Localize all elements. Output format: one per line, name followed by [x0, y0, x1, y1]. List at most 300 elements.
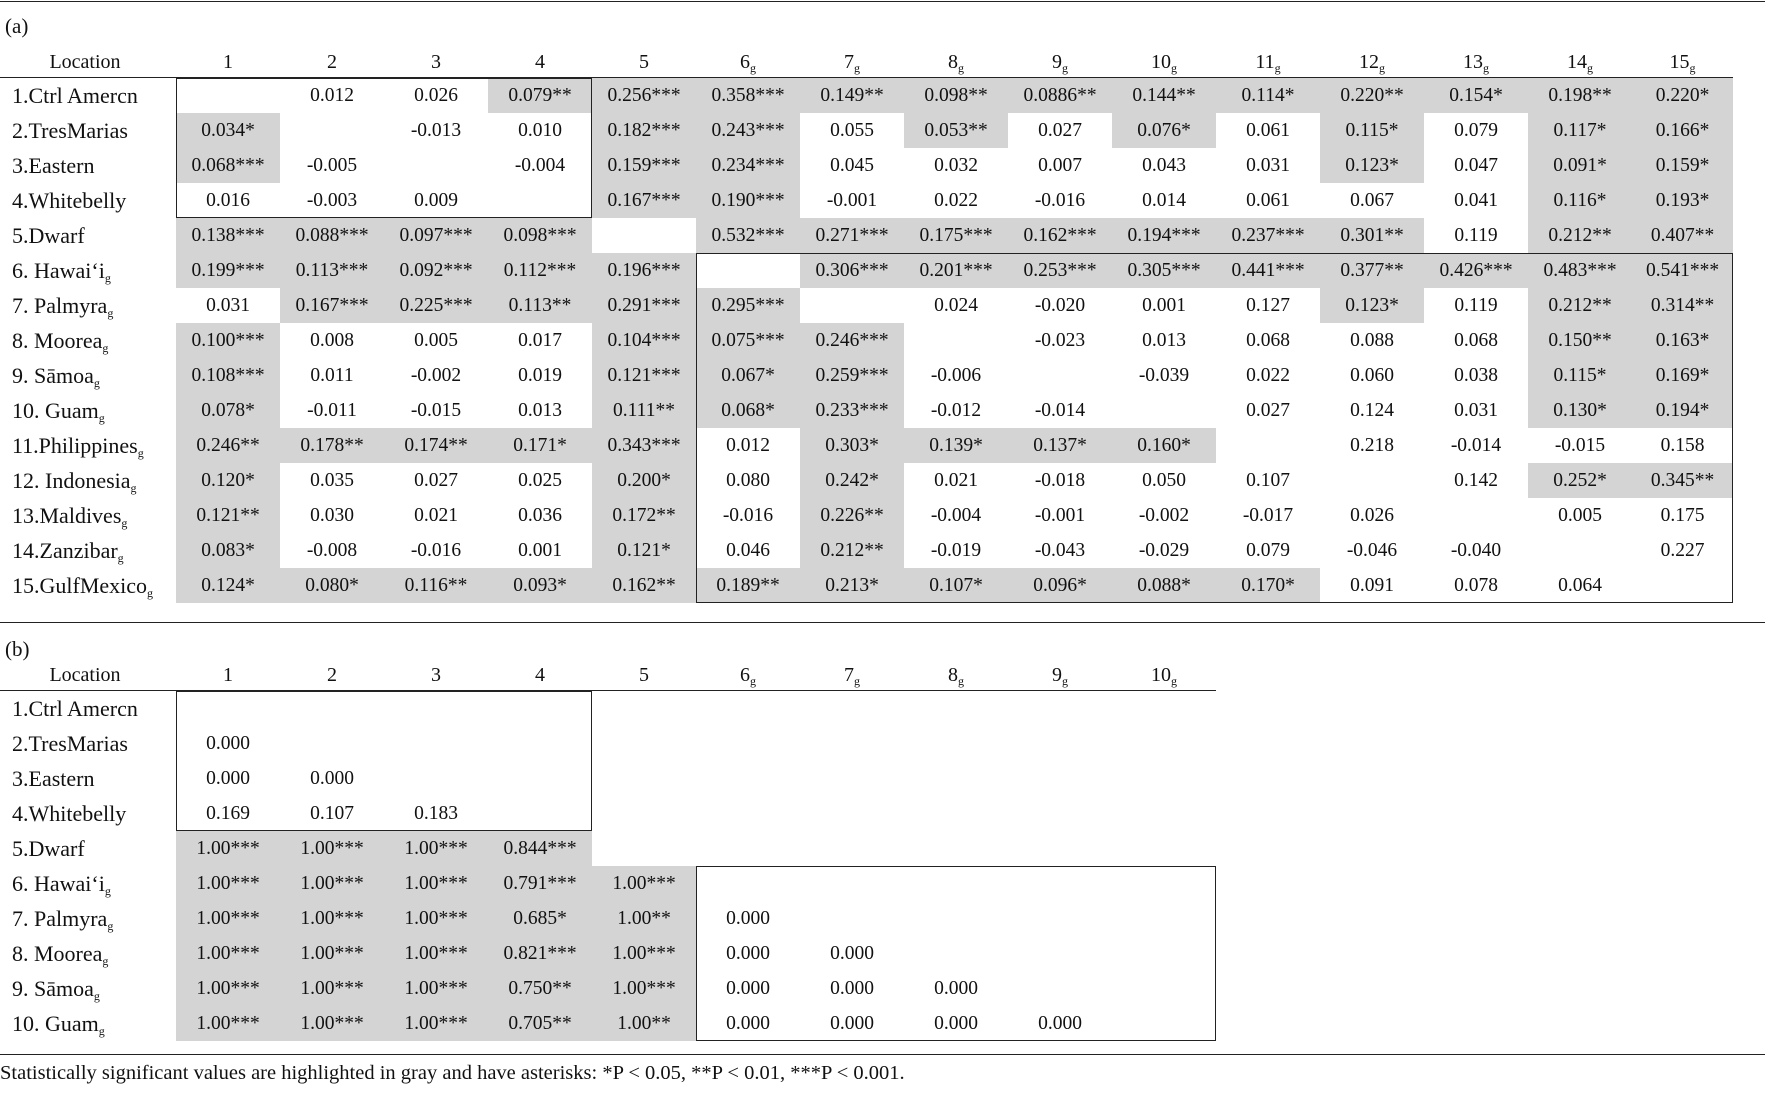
table-cell: 1.00*** [592, 971, 696, 1006]
table-row [0, 533, 1765, 568]
table-cell: 0.091* [1528, 148, 1632, 183]
table-cell [384, 148, 488, 183]
table-row [0, 288, 1765, 323]
table-cell: 0.218 [1350, 435, 1394, 456]
table-cell: 1.00*** [384, 901, 488, 936]
table-row [0, 463, 1765, 498]
subscript-g: g [854, 674, 860, 688]
table-cell: 0.021 [414, 505, 458, 526]
table-cell: 0.291*** [592, 288, 696, 323]
table-cell: 1.00*** [384, 831, 488, 866]
table-cell: 0.169* [1632, 358, 1733, 393]
table-cell: 0.016 [206, 190, 250, 211]
table-cell: 1.00*** [280, 901, 384, 936]
table-cell: 0.227 [1660, 540, 1705, 561]
table-cell: 0.174** [384, 428, 488, 463]
table-cell: 0.088 [1350, 330, 1394, 351]
table-cell: -0.006 [930, 365, 982, 386]
table-cell [1008, 358, 1112, 393]
row-label: 10. Guam$_g$ [12, 398, 105, 425]
table-cell: 0.171* [488, 428, 592, 463]
table-cell: 1.00*** [384, 936, 488, 971]
table-cell: 0.024 [934, 295, 978, 316]
table-cell: 0.119 [1454, 295, 1498, 316]
table-cell: 0.242* [800, 463, 904, 498]
table-cell: 0.080* [280, 568, 384, 603]
table-cell: -0.014 [1450, 435, 1502, 456]
table-cell: 0.083* [176, 533, 280, 568]
subscript-g: g [958, 674, 964, 688]
table-row [0, 726, 1222, 761]
panel-b-label: (b) [5, 637, 30, 661]
table-cell: 0.162** [592, 568, 696, 603]
panel-b-table [0, 662, 1222, 1054]
table-cell: 0.000 [206, 733, 250, 754]
table-cell: -0.004 [514, 155, 566, 176]
column-header: 1 [223, 51, 233, 73]
table-cell: 0.750** [488, 971, 592, 1006]
subscript-g: g [1379, 61, 1385, 75]
column-header: 3 [431, 51, 441, 73]
table-cell: 0.791*** [488, 866, 592, 901]
table-cell: 0.001 [518, 540, 562, 561]
row-label: 4.Whitebelly [12, 188, 127, 213]
subscript-g: g [93, 989, 100, 1003]
table-cell: 0.252* [1528, 463, 1632, 498]
table-cell: 0.220** [1320, 78, 1424, 113]
table-cell: 0.115* [1320, 113, 1424, 148]
table-cell [1320, 463, 1424, 498]
table-cell: 0.123* [1320, 288, 1424, 323]
subscript-g: g [102, 341, 109, 355]
row-label: 13.Maldives$_g$ [12, 503, 128, 530]
table-cell: 1.00*** [176, 866, 280, 901]
table-cell: 0.079 [1246, 540, 1290, 561]
table-cell: 0.061 [1246, 120, 1290, 141]
table-cell: 1.00*** [176, 901, 280, 936]
table-cell: -0.018 [1034, 470, 1086, 491]
table-cell: 0.055 [830, 120, 874, 141]
table-cell: -0.039 [1138, 365, 1190, 386]
table-cell: 0.001 [1142, 295, 1186, 316]
table-cell: 0.091 [1350, 575, 1394, 596]
table-cell: -0.019 [930, 540, 982, 561]
table-cell: 0.306*** [800, 253, 904, 288]
table-cell: 0.093* [488, 568, 592, 603]
table-cell: 0.027 [414, 470, 458, 491]
row-label: 5.Dwarf [12, 223, 85, 248]
table-cell: -0.020 [1034, 295, 1086, 316]
table-cell: 0.212** [1528, 288, 1632, 323]
column-header: 2 [327, 51, 337, 73]
table-cell: 0.201*** [904, 253, 1008, 288]
table-cell: 0.067 [1350, 190, 1394, 211]
table-cell: -0.002 [410, 365, 462, 386]
table-cell: 0.061 [1246, 190, 1290, 211]
table-cell: 0.116* [1528, 183, 1632, 218]
subscript-g: g [130, 481, 137, 495]
table-cell: -0.004 [930, 505, 982, 526]
row-label: 8. Moorea$_g$ [12, 941, 109, 968]
table-row [0, 428, 1765, 463]
table-cell: 0.212** [800, 533, 904, 568]
table-cell: 0.012 [726, 435, 770, 456]
subscript-g: g [1062, 61, 1068, 75]
table-cell: -0.016 [1034, 190, 1086, 211]
table-cell: 0.027 [1246, 400, 1290, 421]
table-cell: 0.345** [1632, 463, 1733, 498]
table-row [0, 183, 1765, 218]
table-cell: 0.068*** [176, 148, 280, 183]
table-cell: 0.121** [176, 498, 280, 533]
table-cell: 0.124* [176, 568, 280, 603]
row-label: 9. Sāmoa$_g$ [12, 976, 100, 1003]
table-cell: 0.198** [1528, 78, 1632, 113]
table-cell: 0.027 [1038, 120, 1082, 141]
table-cell: 0.199*** [176, 253, 280, 288]
table-cell: 0.160* [1112, 428, 1216, 463]
table-cell: 0.097*** [384, 218, 488, 253]
column-header: $13_g$ [1463, 51, 1489, 75]
table-row [0, 901, 1222, 936]
table-cell: 0.212** [1528, 218, 1632, 253]
table-cell: 1.00*** [176, 971, 280, 1006]
table-cell: 0.000 [726, 943, 770, 964]
table-row [0, 1006, 1222, 1041]
table-cell: 1.00*** [384, 1006, 488, 1041]
table-cell: 0.246** [176, 428, 280, 463]
table-cell: 0.045 [830, 155, 874, 176]
table-cell: 0.237*** [1216, 218, 1320, 253]
table-cell: 0.256*** [592, 78, 696, 113]
table-row [0, 218, 1765, 253]
column-header: $8_g$ [948, 664, 964, 688]
table-cell: 0.000 [726, 908, 770, 929]
table-cell: 1.00*** [280, 831, 384, 866]
table-cell: 0.142 [1454, 470, 1498, 491]
table-cell: 0.220* [1632, 78, 1733, 113]
table-cell: 1.00*** [384, 866, 488, 901]
table-cell [1632, 568, 1733, 603]
table-cell: 0.041 [1454, 190, 1498, 211]
table-cell: -0.013 [410, 120, 462, 141]
table-cell: 0.068 [1454, 330, 1498, 351]
column-header: $14_g$ [1567, 51, 1593, 75]
table-cell: 1.00*** [280, 1006, 384, 1041]
subscript-g: g [1483, 61, 1489, 75]
table-cell: 0.046 [726, 540, 770, 561]
table-cell: 0.067* [696, 358, 800, 393]
table-cell: 0.183 [414, 803, 458, 824]
table-cell: 0.031 [206, 295, 250, 316]
row-label: 14.Zanzibar$_g$ [12, 538, 124, 565]
subscript-g: g [102, 954, 109, 968]
subscript-g: g [750, 674, 756, 688]
table-cell: 0.144** [1112, 78, 1216, 113]
table-cell [488, 183, 592, 218]
table-cell: 0.076* [1112, 113, 1216, 148]
table-row [0, 936, 1222, 971]
table-cell: 0.010 [518, 120, 562, 141]
table-cell: 1.00*** [592, 936, 696, 971]
table-cell: 0.026 [414, 85, 458, 106]
table-cell: 0.167*** [592, 183, 696, 218]
row-label: 3.Eastern [12, 153, 95, 178]
table-cell: 0.043 [1142, 155, 1186, 176]
table-cell: 0.154* [1424, 78, 1528, 113]
subscript-g: g [958, 61, 964, 75]
table-cell: 0.189** [696, 568, 800, 603]
table-cell: -0.016 [410, 540, 462, 561]
table-cell: 0.005 [1558, 505, 1602, 526]
table-cell [280, 113, 384, 148]
table-cell: -0.015 [410, 400, 462, 421]
subscript-g: g [117, 551, 124, 565]
table-row [0, 393, 1765, 428]
table-cell: 0.104*** [592, 323, 696, 358]
table-cell: -0.003 [306, 190, 358, 211]
table-cell: 0.030 [310, 505, 354, 526]
table-cell: 0.123* [1320, 148, 1424, 183]
table-cell: 0.130* [1528, 393, 1632, 428]
column-header: $12_g$ [1359, 51, 1385, 75]
subscript-g: g [1274, 61, 1281, 75]
table-cell: 0.098** [904, 78, 1008, 113]
table-row [0, 971, 1222, 1006]
table-cell: -0.011 [307, 400, 357, 421]
table-cell: 0.031 [1246, 155, 1290, 176]
column-header: 2 [327, 664, 337, 686]
table-cell [1112, 393, 1216, 428]
column-header: $10_g$ [1151, 51, 1177, 75]
column-header: $7_g$ [844, 664, 860, 688]
table-cell: 0.078 [1454, 575, 1498, 596]
table-cell: 0.246*** [800, 323, 904, 358]
row-label: 12. Indonesia$_g$ [12, 468, 137, 495]
table-cell: 0.196*** [592, 253, 696, 288]
table-cell: 1.00*** [280, 971, 384, 1006]
table-cell: 0.150** [1528, 323, 1632, 358]
table-cell: 0.159* [1632, 148, 1733, 183]
table-cell: 0.075*** [696, 323, 800, 358]
table-cell: 0.139* [904, 428, 1008, 463]
row-label: 7. Palmyra$_g$ [12, 906, 114, 933]
table-row [0, 796, 1222, 831]
table-cell: 0.022 [934, 190, 978, 211]
table-cell: 0.175 [1660, 505, 1705, 526]
table-cell: 0.034* [176, 113, 280, 148]
table-cell: 0.000 [830, 943, 874, 964]
table-cell: 0.107 [310, 803, 354, 824]
subscript-g: g [93, 376, 100, 390]
table-cell: 0.137* [1008, 428, 1112, 463]
table-cell: -0.012 [930, 400, 982, 421]
table-row [0, 78, 1765, 113]
table-row [0, 831, 1222, 866]
table-cell: 0.314** [1632, 288, 1733, 323]
table-cell: 0.200* [592, 463, 696, 498]
table-cell: 0.226** [800, 498, 904, 533]
table-cell: 0.000 [310, 768, 354, 789]
table-cell: 0.108*** [176, 358, 280, 393]
panel-a-table [0, 49, 1765, 615]
table-cell: 0.092*** [384, 253, 488, 288]
table-cell: 0.162*** [1008, 218, 1112, 253]
table-cell: -0.014 [1034, 400, 1086, 421]
table-cell: 0.175*** [904, 218, 1008, 253]
table-cell: 0.305*** [1112, 253, 1216, 288]
row-label: 8. Moorea$_g$ [12, 328, 109, 355]
table-cell: 0.107* [904, 568, 1008, 603]
table-cell: 0.107 [1246, 470, 1290, 491]
table-cell: 0.038 [1454, 365, 1498, 386]
table-cell [696, 253, 800, 288]
table-cell: 0.000 [830, 1013, 874, 1034]
table-cell: 0.060 [1350, 365, 1394, 386]
footnote: Statistically significant values are highlighted in gray and have asterisks: *P < 0.05, **P < 0.01, ***P < 0.001. [0, 1062, 905, 1084]
subscript-g: g [137, 446, 144, 460]
table-cell [904, 323, 1008, 358]
table-cell: 0.053** [904, 113, 1008, 148]
table-cell: 0.138*** [176, 218, 280, 253]
column-header: $11_g$ [1255, 51, 1281, 75]
row-label: 2.TresMarias [12, 731, 128, 756]
table-cell: 0.124 [1350, 400, 1394, 421]
column-header: 1 [223, 664, 233, 686]
table-cell: 0.705** [488, 1006, 592, 1041]
table-cell: 0.035 [310, 470, 354, 491]
subscript-g: g [107, 919, 114, 933]
table-cell: 0.182*** [592, 113, 696, 148]
subscript-g: g [104, 271, 111, 285]
column-header: 3 [431, 664, 441, 686]
table-cell: 0.169 [206, 803, 250, 824]
table-row [0, 113, 1765, 148]
table-cell: 0.079** [488, 78, 592, 113]
subscript-g: g [1587, 61, 1593, 75]
table-cell: 0.007 [1038, 155, 1082, 176]
table-cell: 0.127 [1246, 295, 1290, 316]
row-label: 10. Guam$_g$ [12, 1011, 105, 1038]
table-cell: 0.012 [310, 85, 354, 106]
column-header: 4 [535, 664, 545, 686]
table-cell: 0.213* [800, 568, 904, 603]
column-header: $15_g$ [1669, 51, 1696, 75]
table-cell: 1.00** [592, 901, 696, 936]
row-label: 4.Whitebelly [12, 801, 127, 826]
table-cell: -0.029 [1138, 540, 1190, 561]
top-rule [0, 1, 1765, 2]
table-cell: 0.000 [830, 978, 874, 999]
table-cell: -0.015 [1554, 435, 1606, 456]
column-header: $6_g$ [740, 51, 756, 75]
table-cell: 0.120* [176, 463, 280, 498]
table-cell: 0.358*** [696, 78, 800, 113]
table-cell: 0.078* [176, 393, 280, 428]
table-cell: 0.407** [1632, 218, 1733, 253]
subscript-g: g [750, 61, 756, 75]
table-cell: 0.000 [206, 768, 250, 789]
subscript-g: g [98, 1024, 105, 1038]
location-header: Location [49, 664, 121, 686]
table-cell: 0.483*** [1528, 253, 1632, 288]
table-cell [1528, 533, 1632, 568]
row-label: 1.Ctrl Amercn [12, 696, 138, 721]
table-cell: -0.008 [306, 540, 358, 561]
table-cell: 0.068* [696, 393, 800, 428]
table-cell: 0.019 [518, 365, 562, 386]
table-cell: 0.098*** [488, 218, 592, 253]
table-cell: 0.194*** [1112, 218, 1216, 253]
table-row [0, 498, 1765, 533]
row-label: 9. Sāmoa$_g$ [12, 363, 100, 390]
table-cell: 0.193* [1632, 183, 1733, 218]
table-cell [1216, 428, 1320, 463]
table-cell: 1.00*** [384, 971, 488, 1006]
table-cell: 0.013 [518, 400, 562, 421]
table-cell: 0.377** [1320, 253, 1424, 288]
table-cell: -0.040 [1450, 540, 1502, 561]
subscript-g: g [107, 306, 114, 320]
row-label: 6. $Hawai‘i_g$ [12, 258, 111, 285]
table-cell: 0.541*** [1632, 253, 1733, 288]
table-cell: 1.00*** [280, 936, 384, 971]
mid-rule [0, 622, 1765, 623]
table-row [0, 568, 1765, 603]
panel-a-label: (a) [5, 14, 29, 38]
table-cell: 0.068 [1246, 330, 1290, 351]
table-cell: 0.121* [592, 533, 696, 568]
table-cell: 0.295*** [696, 288, 800, 323]
table-cell: 0.170* [1216, 568, 1320, 603]
table-cell: -0.043 [1034, 540, 1086, 561]
column-header: $10_g$ [1151, 664, 1177, 688]
table-cell: 0.844*** [488, 831, 592, 866]
table-cell: -0.005 [306, 155, 358, 176]
table-cell: 0.022 [1246, 365, 1290, 386]
table-cell: 0.100*** [176, 323, 280, 358]
column-header: 4 [535, 51, 545, 73]
table-cell: -0.046 [1346, 540, 1398, 561]
table-cell: 0.008 [310, 330, 354, 351]
table-cell: 0.253*** [1008, 253, 1112, 288]
table-row [0, 148, 1765, 183]
subscript-g: g [1171, 61, 1177, 75]
row-label: 11.Philippines$_g$ [12, 433, 144, 460]
table-cell: 0.111** [592, 393, 696, 428]
column-header: 5 [639, 664, 649, 686]
row-label: 2.TresMarias [12, 118, 128, 143]
table-cell: 0.115* [1528, 358, 1632, 393]
table-cell: 0.117* [1528, 113, 1632, 148]
column-header: $8_g$ [948, 51, 964, 75]
column-header: $9_g$ [1052, 51, 1068, 75]
table-cell: 0.017 [518, 330, 562, 351]
table-row [0, 358, 1765, 393]
table-cell: 0.0886** [1008, 78, 1112, 113]
table-cell: 0.000 [934, 1013, 978, 1034]
table-cell: 0.079 [1454, 120, 1498, 141]
subscript-g: g [121, 516, 128, 530]
table-cell: 0.271*** [800, 218, 904, 253]
table-cell: 0.064 [1558, 575, 1602, 596]
table-cell: 0.113*** [280, 253, 384, 288]
bottom-rule [0, 1054, 1765, 1055]
table-cell: 0.032 [934, 155, 978, 176]
table-cell: 1.00*** [176, 936, 280, 971]
table-cell: 0.233*** [800, 393, 904, 428]
table-cell: 0.005 [414, 330, 458, 351]
